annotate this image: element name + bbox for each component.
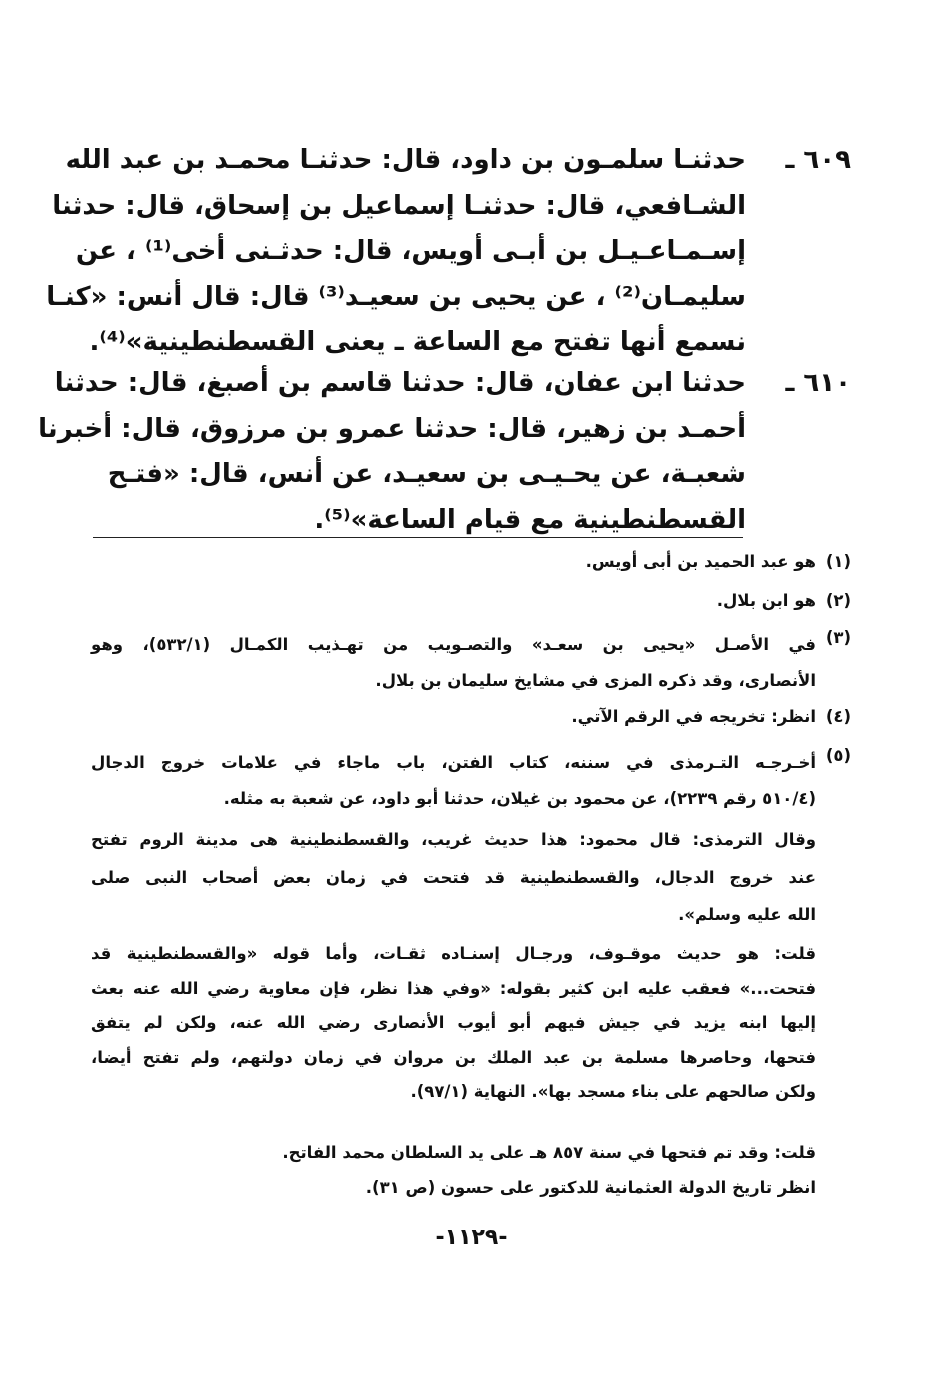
note-line: إليها ابنه يزيد في جيش فيهم أبو أيوب الأنصارى رضي الله عنه، ولكن لم يتفق bbox=[91, 1013, 816, 1032]
text-line: إسـمـاعـيـل بن أبـى أويس، قال: حدثـنى أخى⁽¹⁾ ، عن bbox=[75, 236, 746, 266]
footnote-line: الأنصارى، وقد ذكره المزى في مشايخ سليمان بن بلال. bbox=[375, 671, 816, 690]
footnote-note-commentary bbox=[91, 937, 816, 1110]
entry-text bbox=[38, 361, 746, 543]
text-line: الشـافعي، قال: حدثنـا إسماعيل بن إسحاق، قال: حدثنا bbox=[52, 190, 746, 221]
footnote-number: (٤) bbox=[825, 707, 851, 726]
text-line: شعبـة، عن يحـيـى بن سعيـد، عن أنس، قال: «فتـح bbox=[107, 459, 746, 489]
text-line: حدثنـا سلمـون بن داود، قال: حدثنـا محمـد بن عبد الله bbox=[65, 145, 746, 175]
footnote-line: أخـرجـه التـرمذى في سننه، كتاب الفتن، باب ماجاء في علامات خروج الدجال bbox=[91, 753, 816, 772]
note-line: عند خروج الدجال، والقسطنطينية قد فتحت في زمان بعض أصحاب النبى صلى bbox=[91, 867, 816, 887]
footnote-number: (٢) bbox=[825, 591, 851, 610]
entry-number: ٦١٠ ـ bbox=[785, 368, 851, 398]
page-number: -١١٢٩- bbox=[435, 1225, 508, 1250]
entry-number: ٦٠٩ ـ bbox=[785, 145, 851, 175]
entry-text bbox=[46, 138, 746, 366]
footnote-line: هو ابن بلال. bbox=[716, 591, 816, 610]
note-line: قلت: وقد تم فتحها في سنة ٨٥٧ هـ على يد السلطان محمد الفاتح. bbox=[282, 1143, 816, 1162]
note-line: وقال الترمذى: قال محمود: هذا حديث غريب، والقسطنطينية هى مدينة الروم تفتح bbox=[91, 830, 816, 849]
footnote-number: (٣) bbox=[825, 628, 851, 647]
note-line: قلت: هو حديث موقـوف، ورجـال إسنـاده ثقـات، وأما قوله «والقسطنطينية قد bbox=[91, 944, 816, 963]
note-line: الله عليه وسلم». bbox=[678, 905, 816, 924]
footnote-line: (٥١٠/٤ رقم ٢٢٣٩)، عن محمود بن غيلان، حدثنا أبو داود، عن شعبة به مثله. bbox=[223, 789, 816, 808]
footnote-note-reference bbox=[91, 1177, 816, 1199]
text-line: القسطنطينية مع قيام الساعة»⁽⁵⁾. bbox=[314, 504, 746, 535]
note-line: فتحت...» فعقب عليه ابن كثير بقوله: «وفي هذا نظر، فإن معاوية رضي الله عنه بعث bbox=[91, 978, 816, 998]
footnote-line: في الأصـل «يحيى بن سعـد» والتصـويب من تهـذيب الكمـال (٥٣٢/١)، وهو bbox=[91, 635, 816, 654]
footnote-number: (١) bbox=[825, 552, 851, 571]
note-line: ولكن صالحهم على بناء مسجد بها». النهاية (٩٧/١). bbox=[410, 1082, 816, 1101]
footnote-note-tirmidhi bbox=[91, 821, 816, 934]
footnote-line: هو عبد الحميد بن أبى أويس. bbox=[585, 552, 816, 571]
footnote-line: انظر: تخريجه في الرقم الآتي. bbox=[571, 707, 816, 726]
note-line: انظر تاريخ الدولة العثمانية للدكتور على حسون (ص ٣١). bbox=[365, 1178, 816, 1197]
note-line: فتحها، وحاصرها مسلمة بن عبد الملك بن مروان في زمان دولتهم، ولم تفتح أيضا، bbox=[91, 1047, 816, 1067]
text-line: سليمـان⁽²⁾ ، عن يحيى بن سعيـد⁽³⁾ قال: قال أنس: «كنـا bbox=[46, 281, 746, 312]
text-line: أحمـد بن زهير، قال: حدثنا عمرو بن مرزوق، قال: أخبرنا bbox=[38, 413, 746, 444]
footnote-note-conquest bbox=[91, 1142, 816, 1164]
text-line: نسمع أنها تفتح مع الساعة ـ يعنى القسطنطينية»⁽⁴⁾. bbox=[89, 327, 746, 357]
text-line: حدثنا ابن عفان، قال: حدثنا قاسم بن أصبغ، قال: حدثنا bbox=[54, 368, 746, 398]
footnote-separator bbox=[93, 537, 743, 538]
footnote-number: (٥) bbox=[825, 746, 851, 765]
